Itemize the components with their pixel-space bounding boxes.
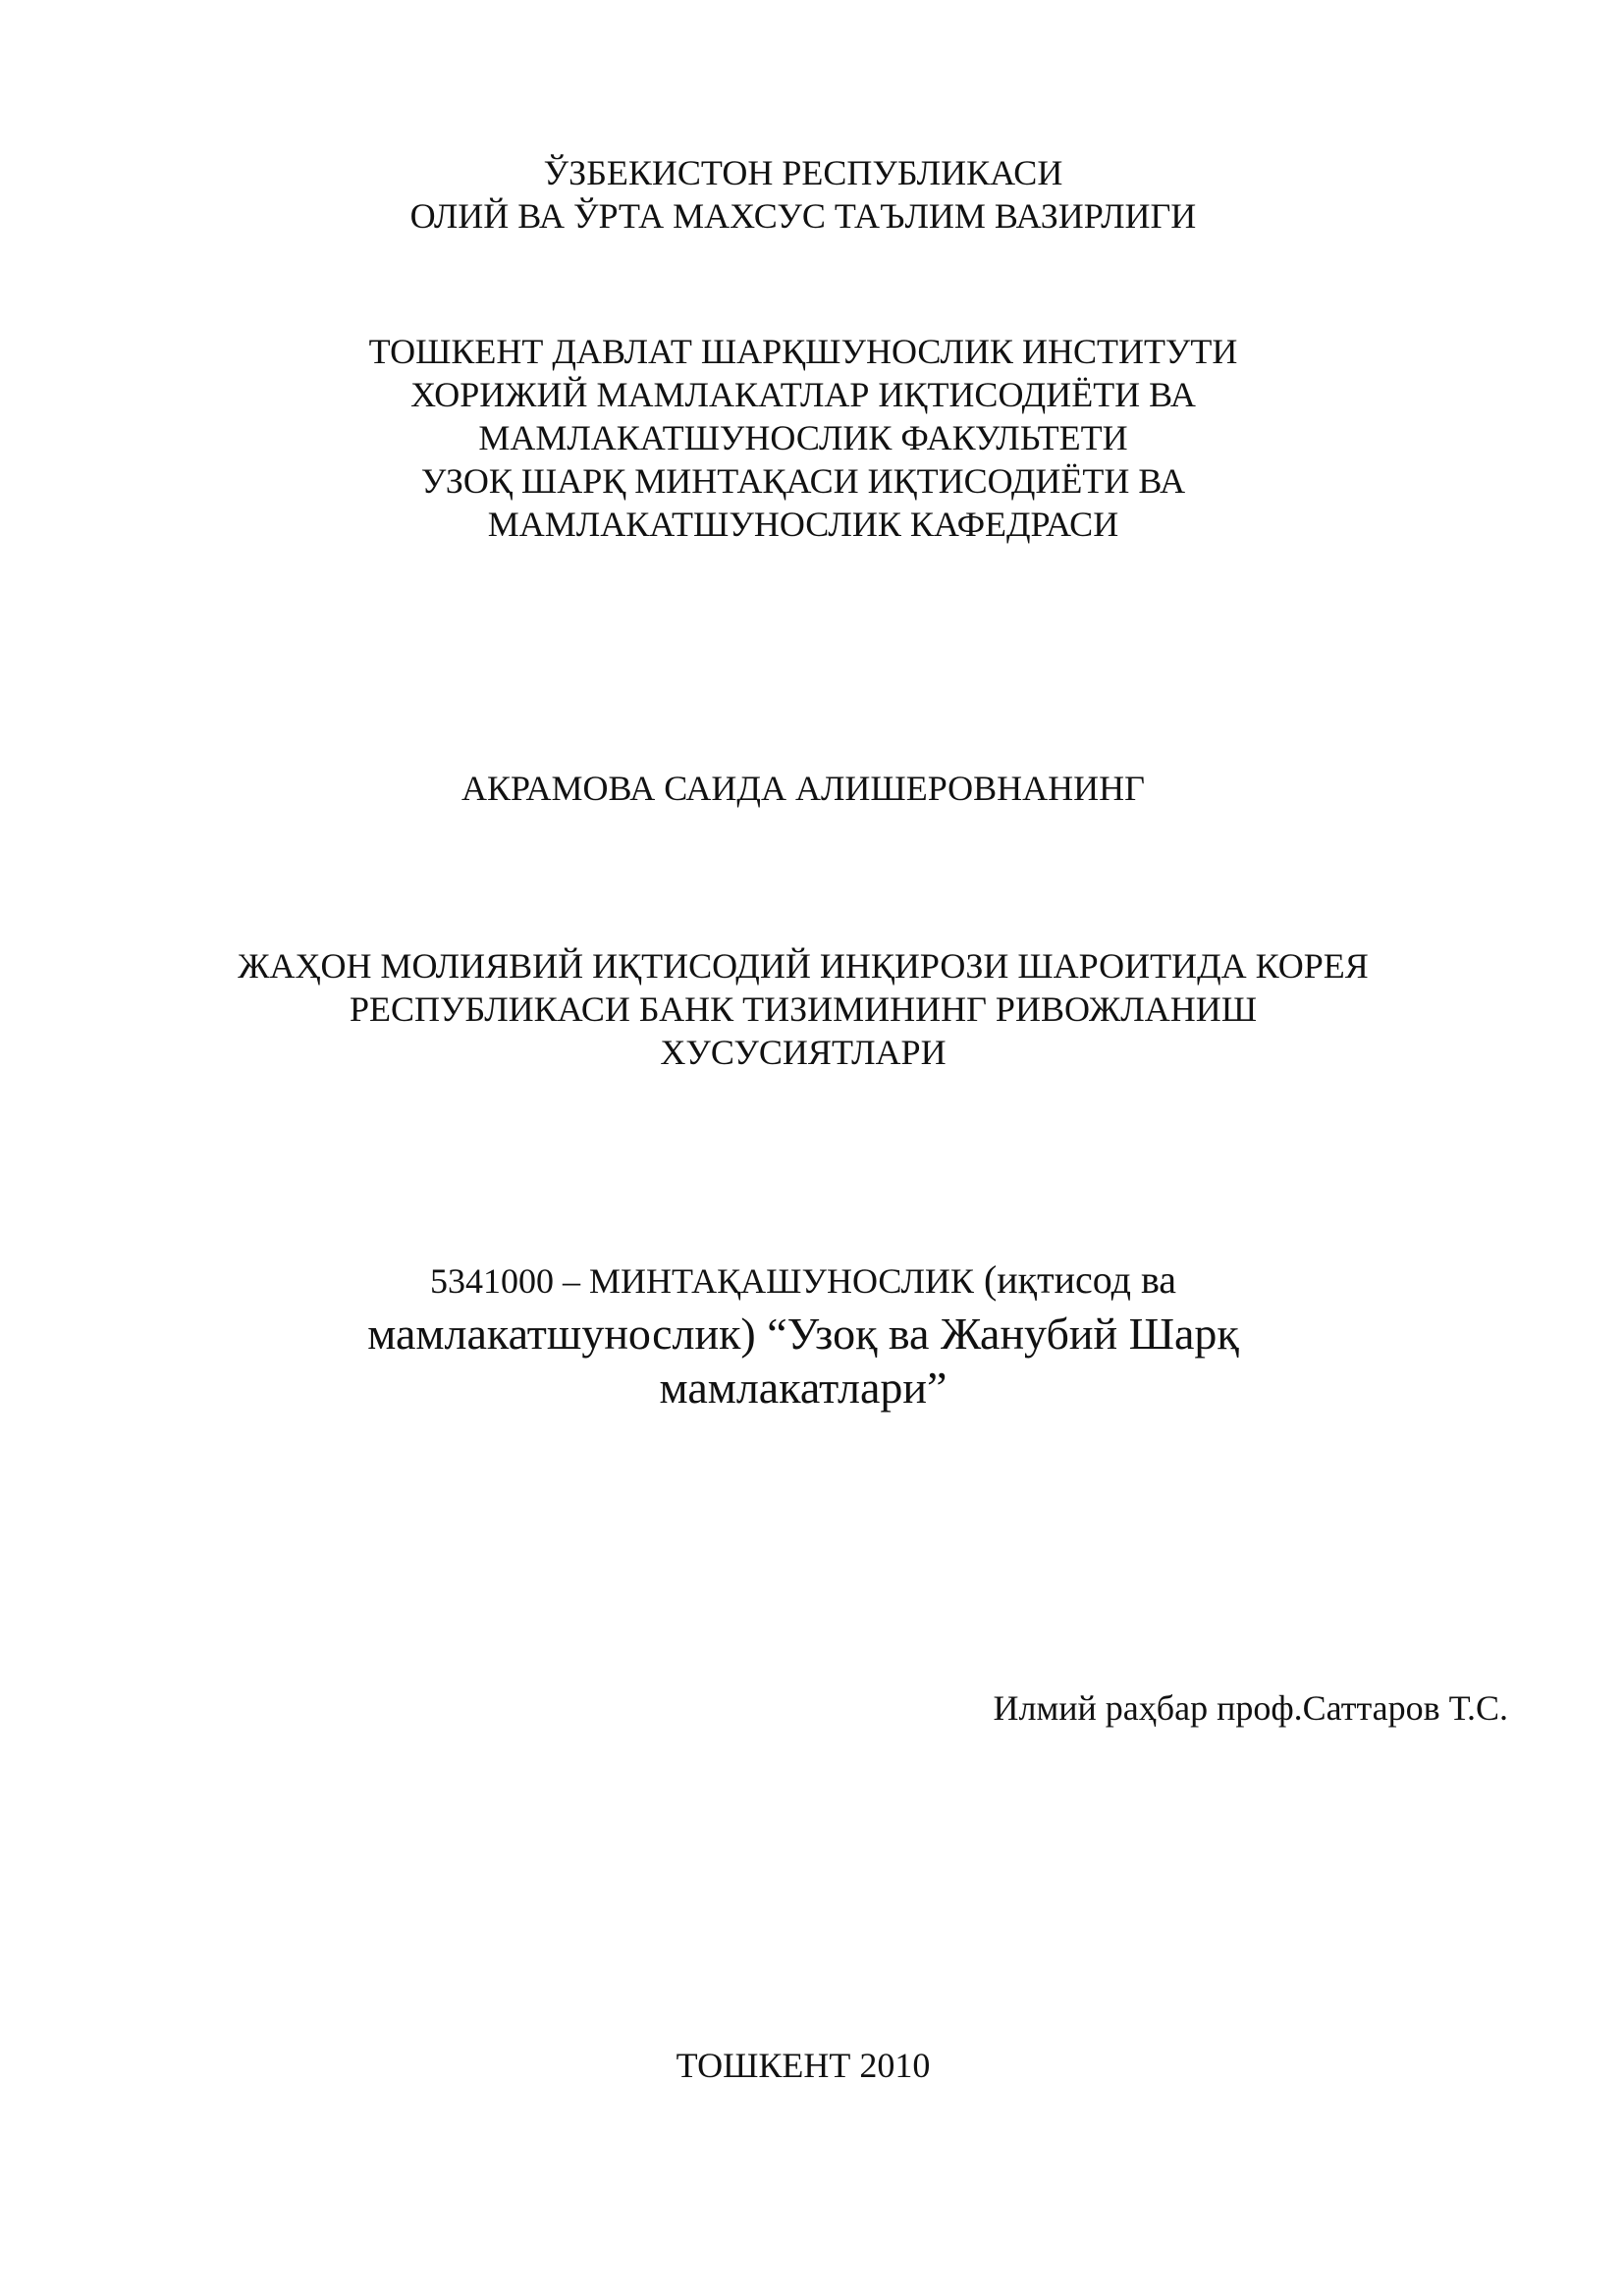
institute-line-5: МАМЛАКАТШУНОСЛИК КАФЕДРАСИ [487, 505, 1119, 544]
institute-line-3: МАМЛАКАТШУНОСЛИК ФАКУЛЬТЕТИ [478, 418, 1128, 457]
institute-line-2: ХОРИЖИЙ МАМЛАКАТЛАР ИҚТИСОДИЁТИ ВА [410, 375, 1196, 414]
specialty-code: 5341000 – МИНТАҚАШУНОСЛИК [429, 1261, 974, 1301]
city-year-line: ТОШКЕНТ 2010 [676, 2046, 931, 2085]
city-year [0, 2044, 1615, 2087]
institute-line-1: ТОШКЕНТ ДАВЛАТ ШАРҚШУНОСЛИК ИНСТИТУТИ [368, 332, 1238, 371]
institute-header [0, 330, 1615, 546]
ministry-header [0, 151, 1615, 238]
author-line: АКРАМОВА САИДА АЛИШЕРОВНАНИНГ [461, 769, 1145, 808]
title-line-3: ХУСУСИЯТЛАРИ [660, 1033, 947, 1072]
institute-line-4: УЗОҚ ШАРҚ МИНТАҚАСИ ИҚТИСОДИЁТИ ВА [420, 461, 1186, 501]
specialty-line-1-rest: (иқтисод ва [973, 1257, 1177, 1302]
ministry-line-1: ЎЗБЕКИСТОН РЕСПУБЛИКАСИ [543, 153, 1063, 192]
specialty-line-2: мамлакатшунослик) “Узоқ ва Жанубий Шарқ [367, 1308, 1239, 1359]
title-line-2: РЕСПУБЛИКАСИ БАНК ТИЗИМИНИНГ РИВОЖЛАНИШ [349, 989, 1258, 1029]
specialty-line-3: мамлакатлари” [659, 1362, 947, 1413]
specialty [0, 1255, 1615, 1415]
supervisor: Илмий раҳбар проф.Саттаров Т.С. [993, 1688, 1508, 1728]
author-name [0, 767, 1615, 810]
ministry-line-2: ОЛИЙ ВА ЎРТА МАХСУС ТАЪЛИМ ВАЗИРЛИГИ [409, 196, 1197, 236]
thesis-title [0, 944, 1615, 1074]
title-line-1: ЖАҲОН МОЛИЯВИЙ ИҚТИСОДИЙ ИНҚИРОЗИ ШАРОИТИДА КОРЕЯ [238, 946, 1369, 986]
specialty-line-1 [0, 1255, 1615, 1307]
